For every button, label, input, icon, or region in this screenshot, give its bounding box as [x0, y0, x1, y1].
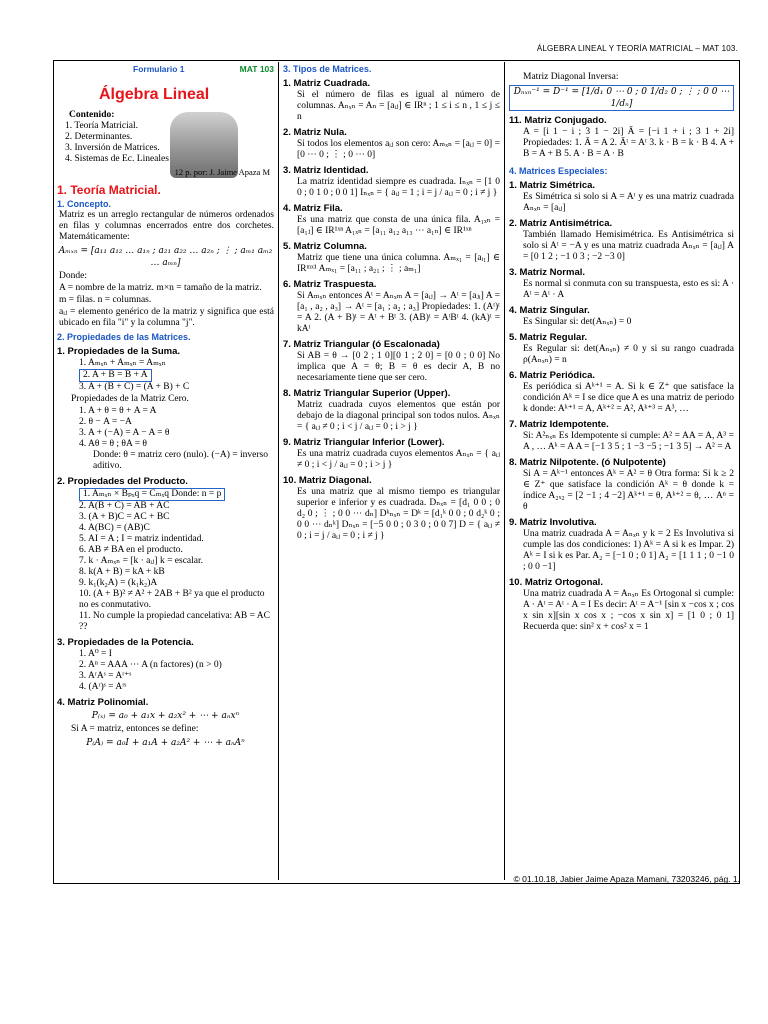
matrix-type-title: 8. Matriz Triangular Superior (Upper).	[283, 388, 451, 399]
section-heading: 4. Matrices Especiales:	[509, 166, 608, 176]
property-item: 1. A + θ = θ + A = A	[79, 406, 157, 416]
property-item	[79, 488, 274, 501]
matrix-type-title: 10. Matriz Ortogonal.	[509, 577, 603, 588]
polynomial-formula: P₍ₓ₎ = a₀ + a₁x + a₂x² + ⋯ + aₙxⁿ	[91, 711, 240, 721]
matrix-type-text: Si Aₘₓₙ entonces Aᵗ = Aₙₓₘ A = [aᵢⱼ] → Aᵗ = [aⱼᵢ] A = [a₁ , a₂ , a₃] → Aᵗ = [a₁ ; a₂ ; a₃] Propiedades: 1. (Aᵗ)ᵗ = A 2. (A + B)ᵗ = Aᵗ + Bᵗ 3. (AB)ᵗ = AᵗBᵗ 4. (kA)ᵗ = kAᵗ	[297, 291, 500, 334]
boxed-formula: Dₙₓₙ⁻¹ = D⁻¹ = [1/d₁ 0 ⋯ 0 ; 0 1/d₂ 0 ; ⋮ ; 0 0 ⋯ 1/dₙ]	[509, 85, 734, 111]
column-2	[279, 62, 505, 880]
matrix-type-title: 3. Matriz Normal.	[509, 267, 586, 278]
diag-inverse-title: Matriz Diagonal Inversa:	[523, 72, 619, 82]
matrix-type-title: 2. Matriz Nula.	[283, 127, 347, 138]
property-item: 8. k(A + B) = kA + kB	[79, 567, 165, 577]
property-item: 9. k₁(k₂A) = (k₁k₂)A	[79, 578, 158, 588]
property-item: 7. k · Aₘₓₙ = [k · aᵢⱼ] k = escalar.	[79, 556, 204, 566]
matrix-type-text: Si: A²ₙₓₙ Es Idempotente si cumple: A² = AA = A, A³ = A , … Aᵏ = A A = [−1 3 5 ; 1 −3 −5 ; −1 3 5] → A² = A	[523, 431, 734, 452]
matrix-type-title: 7. Matriz Idempotente.	[509, 419, 609, 430]
definition: m = filas. n = columnas.	[59, 295, 152, 305]
concept-math: Aₘₓₙ = [a₁₁ a₁₂ … a₁ₙ ; a₂₁ a₂₂ … a₂ₙ ; ⋮ ; aₘ₁ aₘ₂ … aₘₙ]	[58, 246, 273, 268]
matrix-type-text: Es una matriz que consta de una única fila. A₁ₓₙ = [a₁ⱼ] ∈ IR¹ˣⁿ A₁ₓₙ = [a₁₁ a₁₂ a₁₃ ⋯ a₁ₙ] ∈ IR¹ˣⁿ	[297, 215, 500, 236]
matrix-type-title: 6. Matriz Periódica.	[509, 370, 596, 381]
matrix-type-title: 1. Matriz Cuadrada.	[283, 78, 371, 89]
property-item: 4. (Aʳ)ˢ = Aʳˢ	[79, 682, 127, 692]
matrix-type-text: Una matriz cuadrada A = Aₙₓₙ y k = 2 Es Involutiva si cumple las dos condiciones: 1) Aᵏ = A si k es Impar. 2) Aᵏ = I si k es Par. A₂ = [−1 0 ; 0 1] A₂ = [1 1 1 ; 0 −1 0 ; 0 0 −1]	[523, 529, 734, 572]
special-matrices	[509, 180, 734, 633]
matrix-type-text: Si el número de filas es igual al número de columnas. Aₙₓₙ = Aₙ = [aᵢⱼ] ∈ IRⁿ ; 1 ≤ i ≤ n , 1 ≤ j ≤ n	[297, 90, 500, 122]
boxed-formula: 1. Aₘₓₙ × Bₚₓq = Cₘₓq Donde: n = p	[79, 488, 225, 501]
property-heading: 3. Propiedades de la Potencia.	[57, 637, 194, 648]
property-item: 3. A + (B + C) = (A + B) + C	[79, 382, 190, 392]
matrix-type-text: Es una matriz cuadrada cuyos elementos Aₙₓₙ = { aᵢⱼ ≠ 0 ; i < j / aᵢⱼ = 0 ; i > j }	[297, 449, 500, 470]
matrix-type-title: 5. Matriz Columna.	[283, 241, 367, 252]
matrix-type-title: 4. Matriz Fila.	[283, 203, 343, 214]
matrix-type-title: 9. Matriz Triangular Inferior (Lower).	[283, 437, 445, 448]
matrix-type-text: Es periódica si Aᵏ⁺¹ = A. Si k ∈ Z⁺ que satisface la condición Aᵏ = I se dice que A es una matriz de periodo k donde: Aᵏ⁺¹ = A, Aᵏ⁺² = A², Aᵏ⁺³ = A³, …	[523, 382, 734, 414]
matrix-type-title: 5. Matriz Regular.	[509, 332, 588, 343]
matrix-type-text: Si AB = θ → [0 2 ; 1 0][0 1 ; 2 0] = [0 0 ; 0 0] No implica que A = θ; B = θ es decir A, B no necesariamente tiene que ser cero.	[297, 351, 500, 383]
column-3	[505, 62, 738, 880]
matrix-type-text: Matriz que tiene una única columna. Aₘₓ₁ = [aᵢ₁] ∈ IRᵐˣ¹ Aₘₓ₁ = [a₁₁ ; a₂₁ ; ⋮ ; aₘ₁]	[297, 253, 500, 274]
contents-item: 4. Sistemas de Ec. Lineales	[65, 154, 169, 164]
property-item: 11. No cumple la propiedad cancelativa: AB = AC ??	[79, 611, 270, 632]
section-heading: 1. Teoría Matricial.	[57, 183, 161, 197]
matrix-type-text: Es Singular si: det(Aₙₓₙ) = 0	[523, 317, 632, 327]
property-item: 6. AB ≠ BA en el producto.	[79, 545, 183, 555]
matrix-type-text: También llamado Hemisimétrica. Es Antisimétrica si solo si Aᵗ = −A y es una matriz cuadrada Aₙₓₙ = [aᵢⱼ] A = [0 1 2 ; −1 0 3 ; −2 −3 0]	[523, 230, 734, 262]
contents-label: Contenido:	[69, 110, 115, 120]
matrix-type-title: 11. Matriz Conjugado.	[509, 115, 607, 126]
property-item: 10. (A + B)² ≠ A² + 2AB + B² ya que el producto no es conmutativo.	[79, 589, 265, 610]
contents-item: 1. Teoría Matricial.	[65, 121, 139, 131]
matrix-type-text: Es Simétrica si solo si A = Aᵗ y es una matriz cuadrada Aₙₓₙ = [aᵢⱼ]	[523, 192, 734, 213]
property-item: 3. AʳAˢ = Aʳ⁺ˢ	[79, 671, 132, 681]
polynomial-formula: P₍A₎ = a₀I + a₁A + a₂A² + ⋯ + aₙAⁿ	[86, 738, 245, 748]
contents-item: 3. Inversión de Matrices.	[65, 143, 160, 153]
property-item: 5. AI = A ; I = matriz indentidad.	[79, 534, 204, 544]
section-heading: 3. Tipos de Matrices.	[283, 64, 372, 74]
property-heading: 2. Propiedades del Producto.	[57, 476, 188, 487]
credit: 12 p. por: J. Jaime Apaza M	[174, 167, 270, 177]
definition: aᵢⱼ = elemento genérico de la matriz y significa que está ubicado en fila "i" y la columna "j".	[59, 307, 274, 328]
matrix-type-title: 7. Matriz Triangular (ó Escalonada)	[283, 339, 440, 350]
donde-label: Donde:	[59, 271, 87, 281]
matrix-type-text: Si todos los elementos aᵢⱼ son cero: Aₘₓₙ = [aᵢⱼ = 0] = [0 ⋯ 0 ; ⋮ ; 0 ⋯ 0]	[297, 139, 500, 160]
property-heading: 1. Propiedades de la Suma.	[57, 346, 181, 357]
matrix-types	[283, 78, 500, 542]
property-item: 3. (A + B)C = AC + BC	[79, 512, 170, 522]
subsection-heading: 1. Concepto.	[57, 199, 112, 209]
matrix-type-text: Es normal si conmuta con su transpuesta, esto es si: A · Aᵗ = Aᵗ · A	[523, 279, 734, 300]
property-item: 2. θ − A = −A	[79, 417, 132, 427]
formulario-header	[57, 64, 274, 74]
matrix-type-text: Si A = Aᵏ⁻¹ entonces Aᵏ = A² = θ Otra forma: Si k ≥ 2 ∈ Z⁺ que satisface la condición Aᵏ = θ donde k = índice A₂ₓ₂ = [2 −1 ; 4 −2] Aᵏ⁺¹ = θ, Aᵏ⁺² = θ, … Aⁿ = θ	[523, 469, 734, 512]
formulario-label: Formulario 1	[133, 64, 185, 74]
matrix-type-title: 10. Matriz Diagonal.	[283, 475, 372, 486]
definition: A = nombre de la matriz. m×n = tamaño de la matriz.	[59, 283, 262, 293]
running-head: ÁLGEBRA LINEAL Y TEORÍA MATRICIAL – MAT 103.	[536, 44, 738, 53]
matrix-type-title: 1. Matriz Simétrica.	[509, 180, 596, 191]
zero-note: Donde: θ = matriz cero (nulo). (−A) = inverso aditivo.	[93, 450, 268, 471]
subsection-heading: 2. Propiedades de las Matrices.	[57, 332, 191, 342]
matrix-type-title: 9. Matriz Involutiva.	[509, 517, 597, 528]
property-item: 2. A(B + C) = AB + AC	[79, 501, 170, 511]
matrix-type-text: Es Regular si: det(Aₙₓₙ) ≠ 0 y si su rango cuadrada ρ(Aₙₓₙ) = n	[523, 344, 734, 365]
property-item: 2. Aⁿ = AAA ⋯ A (n factores) (n > 0)	[79, 660, 222, 670]
property-item	[79, 369, 274, 382]
matrix-type-title: 3. Matriz Identidad.	[283, 165, 369, 176]
property-heading: 4. Matriz Polinomial.	[57, 697, 149, 708]
matrix-type-text: Una matriz cuadrada A = Aₙₓₙ Es Ortogonal si cumple: A · Aᵗ = Aᵗ · A = I Es decir: Aᵗ = A⁻¹ [sin x −cos x ; cos x sin x][sin x cos x ; −cos x sin x] = [1 0 ; 0 1] Recuerda que: sin² x + cos² x = 1	[523, 589, 734, 632]
matrix-type-title: 2. Matriz Antisimétrica.	[509, 218, 613, 229]
matrix-type-text: Es una matriz que al mismo tiempo es triangular superior e inferior y es cuadrada. Dₙₓₙ = [d₁ 0 0 ; 0 d₂ 0 ; ⋮ ; 0 0 ⋯ dₙ] Dᵏₙₓₙ = Dᵏ = [d₁ᵏ 0 0 ; 0 d₂ᵏ 0 ; 0 0 ⋯ dₙᵏ] Dₙₓₙ = [−5 0 0 ; 0 3 0 ; 0 0 7] D = { aᵢⱼ ≠ 0 ; i = j / aᵢⱼ = 0 ; i ≠ j }	[297, 487, 500, 541]
polynomial-text: Si A = matriz, entonces se define:	[71, 724, 199, 734]
boxed-formula: 2. A + B = B + A	[79, 369, 152, 382]
matrix-type-title: 6. Matriz Traspuesta.	[283, 279, 377, 290]
matrix-type-text: Matriz cuadrada cuyos elementos que están por debajo de la diagonal principal son todos nulos. Aₙₓₙ = { aᵢⱼ ≠ 0 ; i < j / aᵢⱼ = 0 ; i > j }	[297, 400, 500, 432]
page-title: Álgebra Lineal	[99, 86, 210, 103]
contents	[57, 110, 274, 165]
property-item: 1. A⁰ = I	[79, 649, 112, 659]
matrix-type-title: 4. Matriz Singular.	[509, 305, 590, 316]
diag-inverse-math	[509, 85, 734, 111]
contents-item: 2. Determinantes.	[65, 132, 133, 142]
matrix-type-text: La matriz identidad siempre es cuadrada. Iₙₓₙ = [1 0 0 ; 0 1 0 ; 0 0 1] Iₙₓₙ = { aᵢⱼ = 1 ; i = j / aᵢⱼ = 0 ; i ≠ j }	[297, 177, 500, 198]
concept-text: Matriz es un arreglo rectangular de números ordenados en filas y columnas encerrados entre dos corchetes. Matemáticamente:	[59, 210, 274, 242]
column-1	[53, 62, 279, 880]
property-item: 4. A(BC) = (AB)C	[79, 523, 150, 533]
matrix-type-text: A = [i 1 − i ; 3 1 − 2i] Ā = [−i 1 + i ; 3 1 + 2i] Propiedades: 1. Ā = A 2. Āᵗ = Aᵗ 3. k · B = k · B 4. A + B = A + B 5. A · B = A · B	[523, 127, 734, 159]
property-item: 1. Aₘₓₙ + Aₘₓₙ = Aₘₓₙ	[79, 358, 166, 368]
zero-label: Propiedades de la Matriz Cero.	[71, 394, 189, 404]
course-label: MAT 103	[239, 64, 274, 74]
footer: © 01.10.18, Jabier Jaime Apaza Mamani, 73203246, pág. 1.	[513, 874, 740, 884]
property-item: 3. A + (−A) = A − A = θ	[79, 428, 170, 438]
property-item: 4. Aθ = θ ; θA = θ	[79, 439, 147, 449]
matrix-type-title: 8. Matriz Nilpotente. (ó Nulpotente)	[509, 457, 666, 468]
